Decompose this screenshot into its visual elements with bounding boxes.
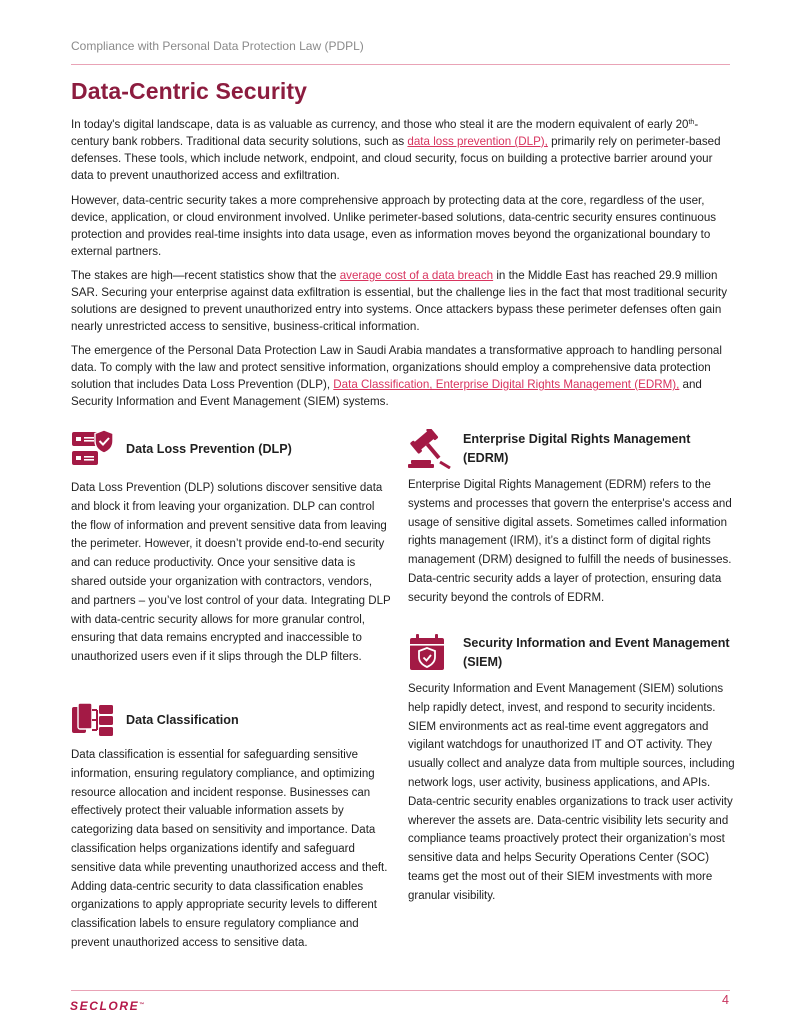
classification-edrm-link[interactable]: Data Classification, Enterprise Digital Rights Management (EDRM), [333,378,680,391]
intro-paragraph-4 [71,342,733,410]
page-title: Data-Centric Security [71,78,308,104]
logo-text: SECLORE [70,999,140,1013]
section-dlp-title: Data Loss Prevention (DLP) [126,441,292,456]
section-dlp [71,429,392,667]
footer-divider [71,990,730,991]
seclore-logo [70,999,144,1013]
section-edrm-body: Enterprise Digital Rights Management (EDRM) refers to the systems and processes that govern the enterprise's access and usage of sensitive digital assets. Sometimes called information rights management (IRM), it’s a distinct form of digital rights management (DRM) designed to fulfill the needs of businesses. Data-centric security adds a layer of protection, ensuring data security beyond the controls of EDRM. [408,479,732,604]
header-divider [71,64,730,65]
intro-p3-text-b: in the Middle East has reached 29.9 million SAR. Securing your enterprise against data exfiltration is essential, but the challenge lies in the fact that most traditional security solutions are designed to prevent unauthorized entry into systems. Once attackers bypass these perimeter defenses often gain nearly unrestricted access to sensitive, business-critical information. [71,269,728,333]
logo-trademark: ™ [139,1002,145,1008]
section-edrm-title: Enterprise Digital Rights Management (EDRM) [463,432,691,465]
intro-p1-text-a: In today's digital landscape, data is as valuable as currency, and those who steal it are the modern equivalent of early 20 [71,118,689,131]
section-classification [71,700,395,953]
section-classification-title: Data Classification [126,712,239,727]
intro-paragraph-3 [71,267,733,335]
intro-p1-superscript: th [688,119,695,126]
server-shield-icon [71,429,115,469]
gavel-icon [408,429,452,469]
page-number: 4 [722,993,729,1007]
section-dlp-body: Data Loss Prevention (DLP) solutions discover sensitive data and block it from leaving your organization. DLP can control the flow of information and prevent sensitive data from leaving the perimeter. However, it doesn’t provide end-to-end security and can reduce productivity. Once your sensitive data is shared outside your organization with contractors, vendors, and partners – you’ve lost control of your data. Integrating DLP with data-centric security allows for more granular control, ensuring that data remains encrypted and inaccessible to unauthorized users even if it slips through the DLP filters. [71,482,391,664]
running-header: Compliance with Personal Data Protection Law (PDPL) [71,39,364,53]
section-dlp-header [71,429,392,469]
dlp-link[interactable]: data loss prevention (DLP), [407,135,548,148]
intro-p1-text-b: -century bank robbers. Traditional data security solutions, such as [71,118,699,148]
section-edrm [408,429,736,608]
intro [71,116,733,418]
intro-p4-text-b: and Security Information and Event Management (SIEM) systems. [71,378,702,408]
section-siem [408,633,736,906]
section-classification-body: Data classification is essential for safeguarding sensitive information, ensuring regulatory compliance, and optimizing resource allocation and incident response. Businesses can effectively protect their valuable information assets by categorizing data based on sensitivity and importance. Data classification helps organizations identify and safeguard sensitive data while preventing unauthorized access and theft. Adding data-centric security to data classification enables organizations to apply appropriate security levels to different classification labels to ensure regulatory compliance and prevent unauthorized access to sensitive data. [71,749,388,949]
intro-paragraph-1 [71,116,733,184]
section-siem-header [408,633,736,673]
intro-p4-text-a: The emergence of the Personal Data Protection Law in Saudi Arabia mandates a transformative approach to handling personal data. To comply with the law and protect sensitive information, organizations should employ a comprehensive data protection solution that includes Data Loss Prevention (DLP), [71,344,722,391]
intro-p3-text-a: The stakes are high—recent statistics show that the [71,269,340,282]
file-tree-icon [71,700,115,740]
data-breach-cost-link[interactable]: average cost of a data breach [339,269,494,282]
intro-paragraph-2: However, data-centric security takes a more comprehensive approach by protecting data at the core, regardless of the user, device, application, or cloud environment involved. Unlike perimeter-based solutions, data-centric security ensures continuous protection and provides real-time insights into data usage, even as information moves beyond the organizational boundary to external partners. [71,194,717,258]
calendar-shield-icon [408,633,452,673]
section-edrm-header [408,429,736,469]
section-siem-title: Security Information and Event Management (SIEM) [463,636,730,669]
section-classification-header [71,700,395,740]
intro-p1-text-c: primarily rely on perimeter-based defenses. These tools, which include network, endpoint, and cloud security, focus on building a protective barrier around your data to prevent unauthorized access and exfiltration. [71,135,721,182]
section-siem-body: Security Information and Event Management (SIEM) solutions help rapidly detect, invest, and respond to security incidents. SIEM environments act as real-time event aggregators and vigilant watchdogs for unauthorized IT and OT activity. They usually collect and analyze data from multiple sources, including network logs, user activity, business applications, and APIs. Data-centric security enables organizations to track user activity wherever the assets are. Data-centric visibility lets security and compliance teams proactively protect their organization’s most sensitive data and helps Security Operations Center (SOC) teams get the most out of their SIEM investments with more granular visibility. [408,683,735,902]
